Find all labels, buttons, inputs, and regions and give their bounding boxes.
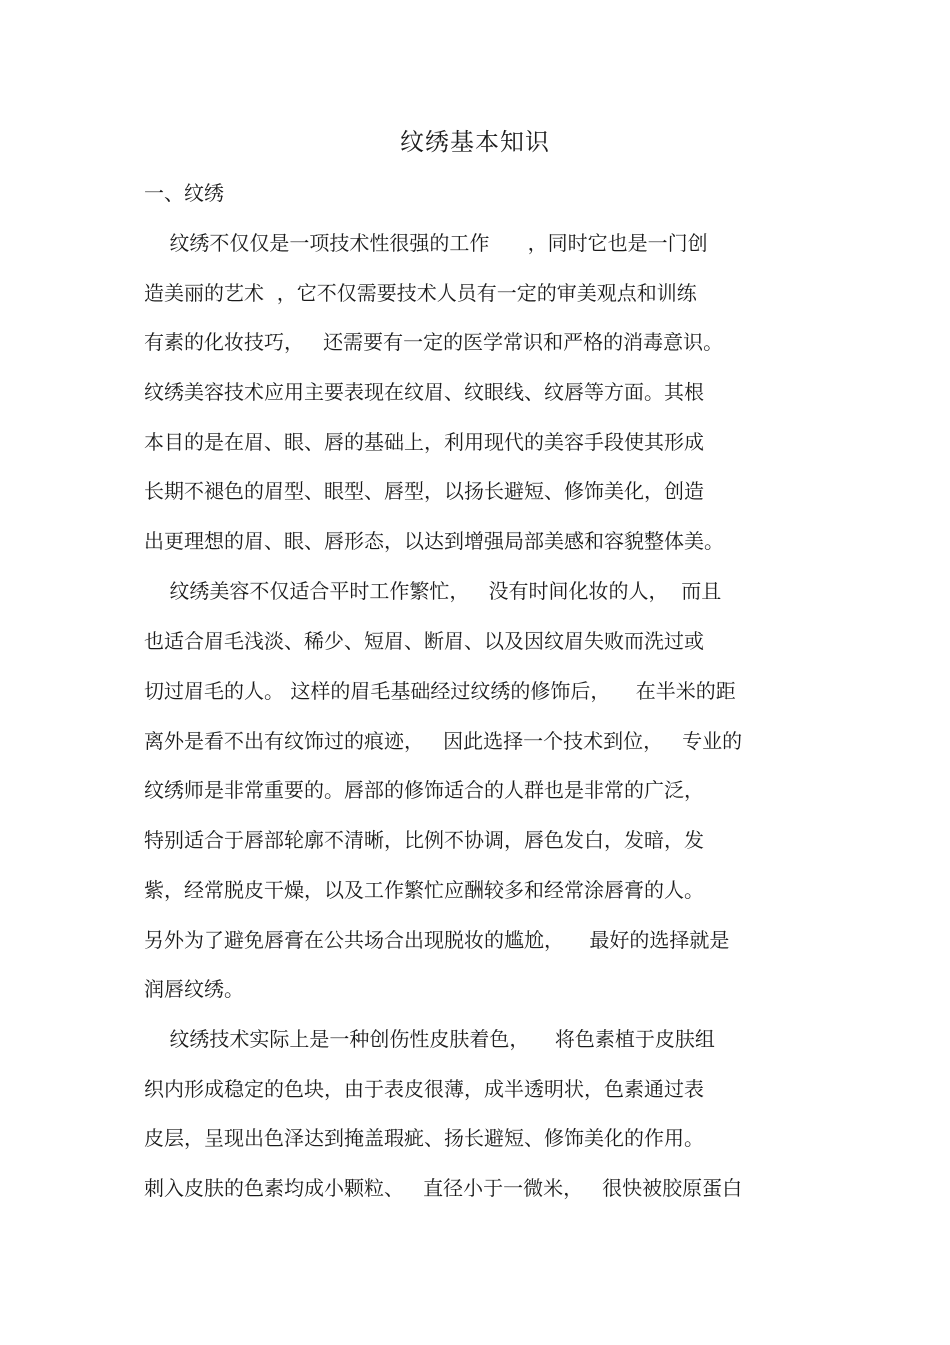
body-line: 纹绣师是非常重要的。唇部的修饰适合的人群也是非常的广泛， (144, 778, 704, 802)
section-heading: 一、纹绣 (144, 181, 224, 205)
body-line: 长期不褪色的眉型、眼型、唇型，以扬长避短、修饰美化，创造 (144, 479, 704, 503)
document-title: 纹绣基本知识 (400, 128, 550, 156)
body-line: 有素的化妆技巧， 还需要有一定的医学常识和严格的消毒意识。 (144, 330, 724, 354)
body-line: 出更理想的眉、眼、唇形态，以达到增强局部美感和容貌整体美。 (144, 529, 724, 553)
body-line: 特别适合于唇部轮廓不清晰，比例不协调，唇色发白，发暗，发 (144, 828, 704, 852)
body-line: 织内形成稳定的色块，由于表皮很薄，成半透明状，色素通过表 (144, 1077, 704, 1101)
body-line: 造美丽的艺术 ，它不仅需要技术人员有一定的审美观点和训练 (144, 281, 697, 305)
body-line: 纹绣美容技术应用主要表现在纹眉、纹眼线、纹唇等方面。其根 (144, 380, 704, 404)
body-line: 切过眉毛的人。 这样的眉毛基础经过纹绣的修饰后， 在半米的距 (144, 679, 736, 703)
body-line: 皮层，呈现出色泽达到掩盖瑕疵、扬长避短、修饰美化的作用。 (144, 1126, 704, 1150)
body-line: 也适合眉毛浅淡、稀少、短眉、断眉、以及因纹眉失败而洗过或 (144, 629, 704, 653)
body-line: 纹绣不仅仅是一项技术性很强的工作 ，同时它也是一门创 (144, 231, 708, 255)
body-line: 润唇纹绣。 (144, 977, 244, 1001)
body-line: 纹绣技术实际上是一种创伤性皮肤着色， 将色素植于皮肤组 (144, 1027, 715, 1051)
body-line: 纹绣美容不仅适合平时工作繁忙， 没有时间化妆的人， 而且 (144, 579, 722, 603)
body-line: 本目的是在眉、眼、唇的基础上，利用现代的美容手段使其形成 (144, 430, 704, 454)
body-line: 刺入皮肤的色素均成小颗粒、 直径小于一微米， 很快被胶原蛋白 (144, 1176, 743, 1200)
body-line: 紫，经常脱皮干燥，以及工作繁忙应酬较多和经常涂唇膏的人。 (144, 878, 704, 902)
body-line: 离外是看不出有纹饰过的痕迹， 因此选择一个技术到位， 专业的 (144, 729, 743, 753)
body-line: 另外为了避免唇膏在公共场合出现脱妆的尴尬， 最好的选择就是 (144, 928, 730, 952)
